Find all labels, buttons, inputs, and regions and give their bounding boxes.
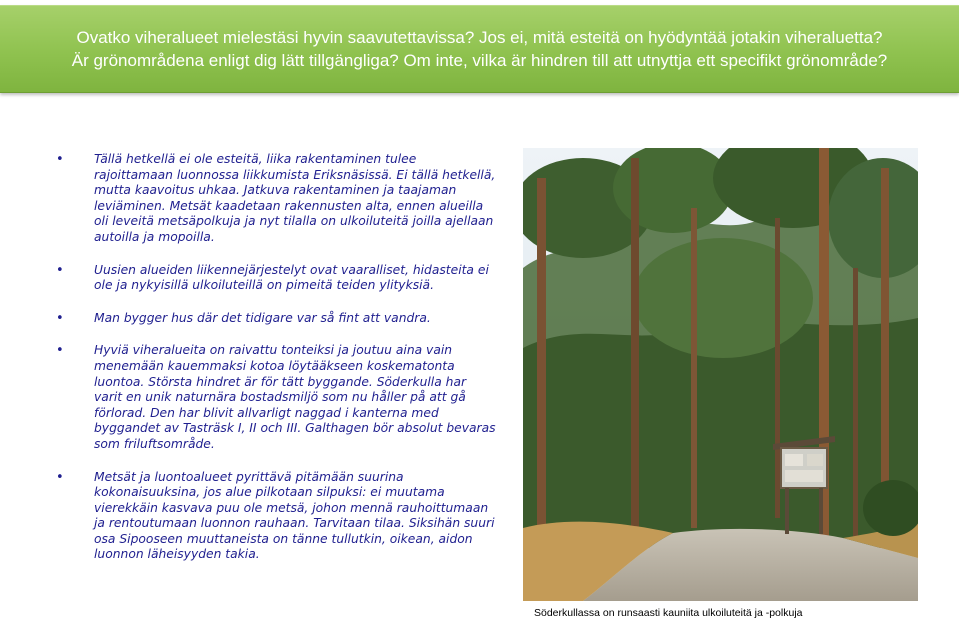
title-swedish: Är grönområdena enligt dig lätt tillgängliga? Om inte, vilka är hindren till att utnyttja ett specifikt grönområde? xyxy=(71,51,888,70)
forest-path-illustration xyxy=(523,148,918,601)
sign-post xyxy=(819,488,823,534)
bullet-item xyxy=(56,152,496,246)
sign-post xyxy=(785,488,789,534)
board-notice xyxy=(785,470,823,482)
bullet-item xyxy=(56,470,496,564)
bullet-marker: • xyxy=(56,310,64,326)
bullet-item xyxy=(56,263,496,294)
bullet-marker: • xyxy=(56,469,64,485)
bullet-list xyxy=(56,152,496,580)
board-notice xyxy=(807,454,823,466)
forest-photo xyxy=(523,148,918,601)
tree-trunk xyxy=(775,218,780,518)
board-notice xyxy=(785,454,803,466)
title-banner xyxy=(0,5,959,93)
title-finnish: Ovatko viheralueet mielestäsi hyvin saavutettavissa? Jos ei, mitä esteitä on hyödyntää jotakin viheraluetta? xyxy=(76,28,883,47)
bullet-text: Tällä hetkellä ei ole esteitä, liika rakentaminen tulee rajoittamaan luonnossa liikkumista Eriksnäsissä. Ei tällä hetkellä, mutta kaavoitus uhkaa. Jatkuva rakentaminen ja taajaman leviäminen. Metsät kaadetaan rakennusten alta, ennen alueilla oli leveitä metsäpolkuja ja nyt tilalla on ulkoiluteitä joilla ajellaan autoilla ja mopoilla. xyxy=(94,152,496,244)
tree-trunk xyxy=(691,208,697,528)
bullet-marker: • xyxy=(56,343,64,359)
bullet-item xyxy=(56,311,496,327)
bullet-text: Man bygger hus där det tidigare var så fint att vandra. xyxy=(94,310,431,325)
tree-trunk xyxy=(853,268,858,538)
photo-caption: Söderkullassa on runsaasti kauniita ulkoiluteitä ja -polkuja xyxy=(534,607,803,619)
bullet-text: Hyviä viheralueita on raivattu tonteiksi ja joutuu aina vain menemään kauemmaksi kotoa löytääkseen koskematonta luontoa. Största hindret är för tätt byggande. Söderkulla har varit en unik naturnära bostadsmiljö som nu håller på att gå förlorad. Den har blivit allvarligt naggad i kanterna med byggandet av Tasträsk I, II och III. Galthagen bör absolut bevaras som friluftsområde. xyxy=(94,343,496,451)
bullet-text: Uusien alueiden liikennejärjestelyt ovat vaaralliset, hidasteita ei ole ja nykyisillä ulkoiluteillä on pimeitä teiden ylityksiä. xyxy=(94,262,489,293)
tree-trunk xyxy=(537,178,546,538)
bullet-marker: • xyxy=(56,152,64,167)
bullet-item xyxy=(56,343,496,452)
bullet-marker: • xyxy=(56,262,64,278)
bullet-text: Metsät ja luontoalueet pyrittävä pitämään suurina kokonaisuuksina, jos alue pilkotaan silpuksi: ei muutama vierekkäin kasvava puu ole metsä, johon mennä rauhoittumaan ja rentoutumaan luonnon rauhaan. Tarvitaan tilaa. Siksihän suuri osa Sipooseen muuttaneista on tänne tullutkin, oikean, aidon luonnon läheisyyden takia. xyxy=(94,469,495,562)
canopy xyxy=(633,238,813,358)
tree-trunk xyxy=(631,158,639,528)
